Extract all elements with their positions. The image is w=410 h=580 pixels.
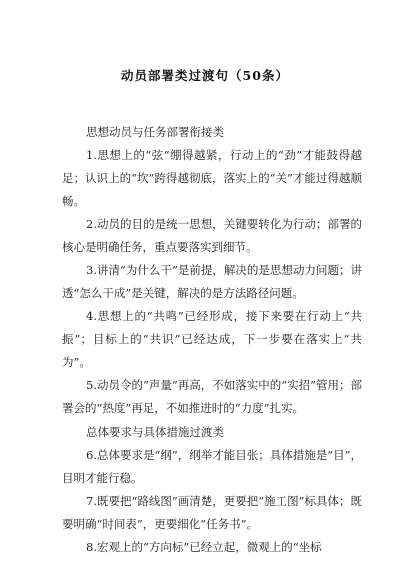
list-item: 8.宏观上的“方向标”已经立起，微观上的“坐标 bbox=[86, 540, 322, 554]
list-item: 5.动员令的“声量”再高，不如落实中的“实招”管用；部署会的“热度”再足，不如推进时的“力度”扎实。 bbox=[62, 378, 362, 415]
list-item: 4.思想上的“共鸣”已经形成，接下来要在行动上“共振”；目标上的“共识”已经达成，下一步要在落实上“共为”。 bbox=[62, 309, 362, 369]
document-body bbox=[62, 120, 362, 559]
list-item: 6.总体要求是“纲”，纲举才能目张；具体措施是“目”，目明才能行稳。 bbox=[62, 448, 362, 485]
document-title: 动员部署类过渡句（50条） bbox=[121, 68, 289, 83]
list-item: 3.讲清“为什么干”是前提，解决的是思想动力问题；讲透“怎么干成”是关键，解决的是方法路径问题。 bbox=[62, 263, 362, 300]
section-heading: 思想动员与任务部署衔接类 bbox=[86, 125, 224, 139]
list-item: 7.既要把“路线图”画清楚，更要把“施工图”标具体；既要明确“时间表”，更要细化“任务书”。 bbox=[62, 494, 362, 531]
list-item: 1.思想上的“弦”绷得越紧，行动上的“劲”才能鼓得越足；认识上的“坎”跨得越彻底，落实上的“关”才能过得越顺畅。 bbox=[62, 148, 362, 208]
list-item: 2.动员的目的是统一思想，关键要转化为行动；部署的核心是明确任务，重点要落实到细节。 bbox=[62, 217, 362, 254]
section-heading: 总体要求与具体措施过渡类 bbox=[86, 425, 224, 439]
